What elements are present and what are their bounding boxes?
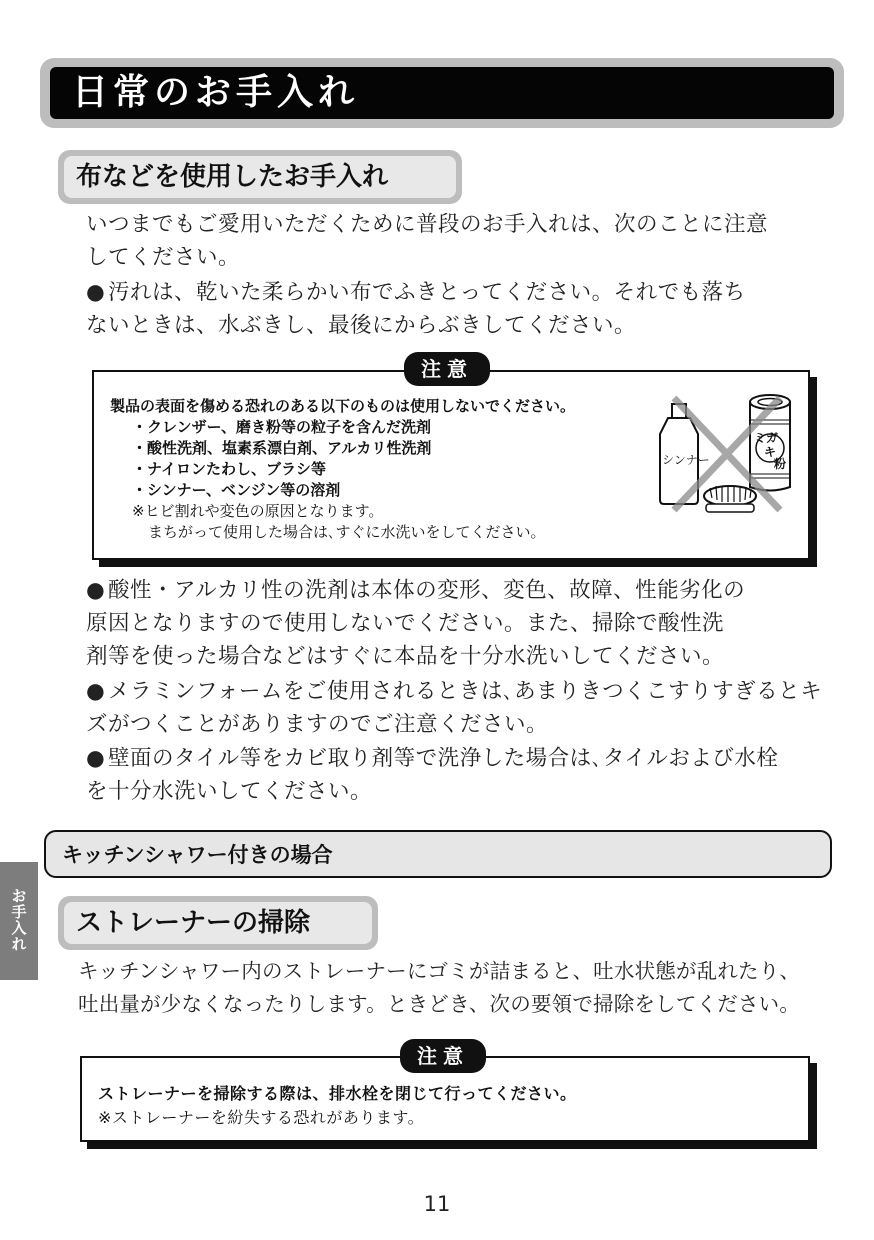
- section-heading-cloth: [58, 150, 462, 204]
- nylon-brush-icon: [704, 486, 756, 512]
- caution-strainer-instruction: ストレーナーを掃除する際は、排水栓を閉じて行ってください。: [98, 1084, 577, 1103]
- thinner-bottle-icon: [660, 404, 710, 504]
- cloth-intro: いつまでもご愛用いただくために普段のお手入れは、次のことに注意 してください。: [86, 212, 769, 270]
- caution-note-2: まちがって使用した場合は､すぐに水洗いをしてください。: [148, 523, 546, 541]
- subsection-kitchen-shower: キッチンシャワー付きの場合: [44, 830, 832, 878]
- prohibited-cleaners-illustration: [650, 392, 800, 522]
- section-heading-strainer: [58, 896, 378, 950]
- caution-item-thinner: ・シンナー、ベンジン等の溶剤: [132, 481, 341, 499]
- svg-text:キ: キ: [764, 445, 777, 459]
- caution-tag-strainer: 注意: [400, 1039, 486, 1073]
- bullet-item-melamine: ● メラミンフォームをご使用されるときは､あまりきつくこすりすぎるとキ ズがつくことがありますのでご注意ください。: [86, 679, 823, 737]
- caution-strainer-note: ※ストレーナーを紛失する恐れがあります。: [98, 1108, 425, 1127]
- page-title: 日常のお手入れ: [50, 67, 834, 119]
- caution-note: ※ヒビ割れや変色の原因となります。: [132, 502, 384, 520]
- svg-text:シンナー: シンナー: [662, 453, 710, 467]
- caution-tag: 注意: [404, 352, 490, 386]
- caution-text: 製品の表面を傷める恐れのある以下のものは使用しないでください。 ・クレンザー、磨き粉等の粒子を含んだ洗剤 ・酸性洗剤、塩素系漂白剤、アルカリ性洗剤 ・ナイロンたわし、ブラシ等 ・シンナー、ベンジン等の溶剤 ※ヒビ割れや変色の原因となります。 まちがって使用した場合は､すぐに水洗いをしてください。: [110, 396, 670, 543]
- section-heading-strainer-text: ストレーナーの掃除: [64, 902, 372, 944]
- caution-item-cleanser: ・クレンザー、磨き粉等の粒子を含んだ洗剤: [132, 418, 432, 436]
- strainer-description: キッチンシャワー内のストレーナーにゴミが詰まると、吐水状態が乱れたり、 吐出量が少なくなったりします。ときどき、次の要領で掃除をしてください。: [78, 959, 801, 1016]
- svg-text:ミガ: ミガ: [754, 431, 779, 445]
- page-number: 11: [423, 1192, 451, 1216]
- bullet-item-dry-cloth: ● 汚れは、乾いた柔らかい布でふきとってください。それでも落ち ないときは、水ぶきし、最後にからぶきしてください。: [86, 280, 746, 338]
- bullet-item-acid-alkali: ● 酸性・アルカリ性の洗剤は本体の変形、変色、故障、性能劣化の 原因となりますので使用しないでください。また、掃除で酸性洗 剤等を使った場合などはすぐに本品を十分水洗いしてください。: [86, 578, 746, 669]
- svg-text:粉: 粉: [774, 457, 787, 471]
- caution-box: [92, 370, 810, 560]
- caution-item-acid: ・酸性洗剤、塩素系漂白剤、アルカリ性洗剤: [132, 439, 432, 457]
- page-title-bar: [40, 58, 844, 128]
- bullet-item-tile: ● 壁面のタイル等をカビ取り剤等で洗浄した場合は､タイルおよび水栓 を十分水洗いしてください。: [86, 746, 779, 804]
- section-heading-cloth-text: 布などを使用したお手入れ: [64, 156, 456, 198]
- side-tab-care: お手入れ: [0, 862, 38, 980]
- caution-item-nylon: ・ナイロンたわし、ブラシ等: [132, 460, 326, 478]
